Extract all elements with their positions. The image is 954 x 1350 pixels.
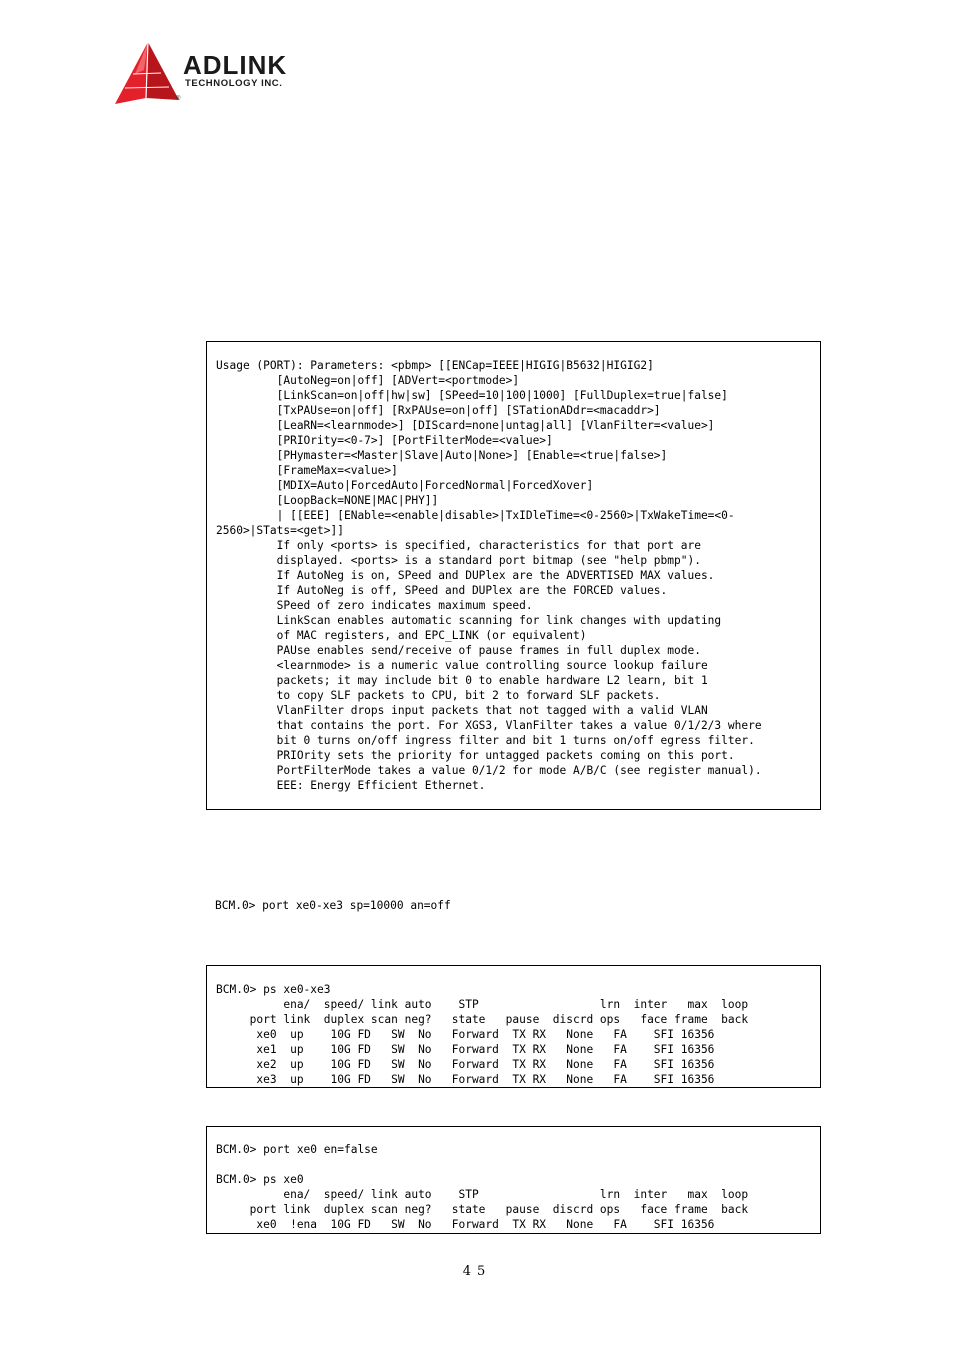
adlink-logo xyxy=(113,40,328,108)
port-status-code-box xyxy=(206,965,821,1088)
adlink-triangle-icon xyxy=(113,40,183,108)
registered-mark: ® xyxy=(176,96,181,102)
port-speed-command: BCM.0> port xe0-xe3 sp=10000 an=off xyxy=(215,899,451,912)
page-number: 45 xyxy=(462,1264,492,1279)
port-disable-code-box xyxy=(206,1126,821,1234)
port-usage-code-box xyxy=(206,341,821,810)
port-status-text: BCM.0> ps xe0-xe3 ena/ speed/ link auto STP lrn inter max loop port link duplex scan neg? state pause discrd ops face frame back xe0 up 10G FD SW No Forward TX RX None FA SFI 16356 xe1 up 10G FD SW No Forward TX RX None FA SFI 16356 xe2 up 10G FD SW No Forward TX RX None FA SFI 16356 xe3 up 10G FD SW No Forward TX RX None FA SFI 16356 xyxy=(216,983,749,1086)
port-disable-text: BCM.0> port xe0 en=false BCM.0> ps xe0 ena/ speed/ link auto STP lrn inter max loop port link duplex scan neg? state pause discrd ops face frame back xe0 !ena 10G FD SW No Forward TX RX None FA SFI 16356 xyxy=(216,1143,749,1231)
port-usage-text: Usage (PORT): Parameters: <pbmp> [[ENCap=IEEE|HIGIG|B5632|HIGIG2] [AutoNeg=on|off] [ADVert=<portmode>] [LinkScan=on|off|hw|sw] [SPeed=10|100|1000] [FullDuplex=true|false] [TxPAUse=on|off] [RxPAUse=on|off] [STationADdr=<macaddr>] [LeaRN=<learnmode>] [DIScard=none|untag|all] [VlanFilter=<value>] [PRIOrity=<0-7>] [PortFilterMode=<value>] [PHymaster=<Master|Slave|Auto|None>] [Enable=<true|false>] [FrameMax=<value>] [MDIX=Auto|ForcedAuto|ForcedNormal|ForcedXover] [LoopBack=NONE|MAC|PHY]] | [[EEE] [ENable=<enable|disable>|TxIDleTime=<0-2560>|TxWakeTime=<0- 2560>|STats=<get>]] If only <ports> is specified, characteristics for that port are displayed. <ports> is a standard port bitmap (see "help pbmp"). If AutoNeg is on, SPeed and DUPlex are the ADVERTISED MAX values. If AutoNeg is off, SPeed and DUPlex are the FORCED values. SPeed of zero indicates maximum speed. LinkScan enables automatic scanning for link changes with updating of MAC registers, and EPC_LINK (or equivalent) PAUse enables send/receive of pause frames in full duplex mode. <learnmode> is a numeric value controlling source lookup failure packets; it may include bit 0 to enable hardware L2 learn, bit 1 to copy SLF packets to CPU, bit 2 to forward SLF packets. VlanFilter drops input packets that not tagged with a valid VLAN that contains the port. For XGS3, VlanFilter takes a value 0/1/2/3 where bit 0 turns on/off ingress filter and bit 1 turns on/off egress filter. PRIOrity sets the priority for untagged packets coming on this port. PortFilterMode takes a value 0/1/2 for mode A/B/C (see register manual). EEE: Energy Efficient Ethernet. xyxy=(216,359,762,792)
brand-name: ADLINK xyxy=(183,50,288,80)
brand-subtitle: TECHNOLOGY INC. xyxy=(185,78,283,89)
